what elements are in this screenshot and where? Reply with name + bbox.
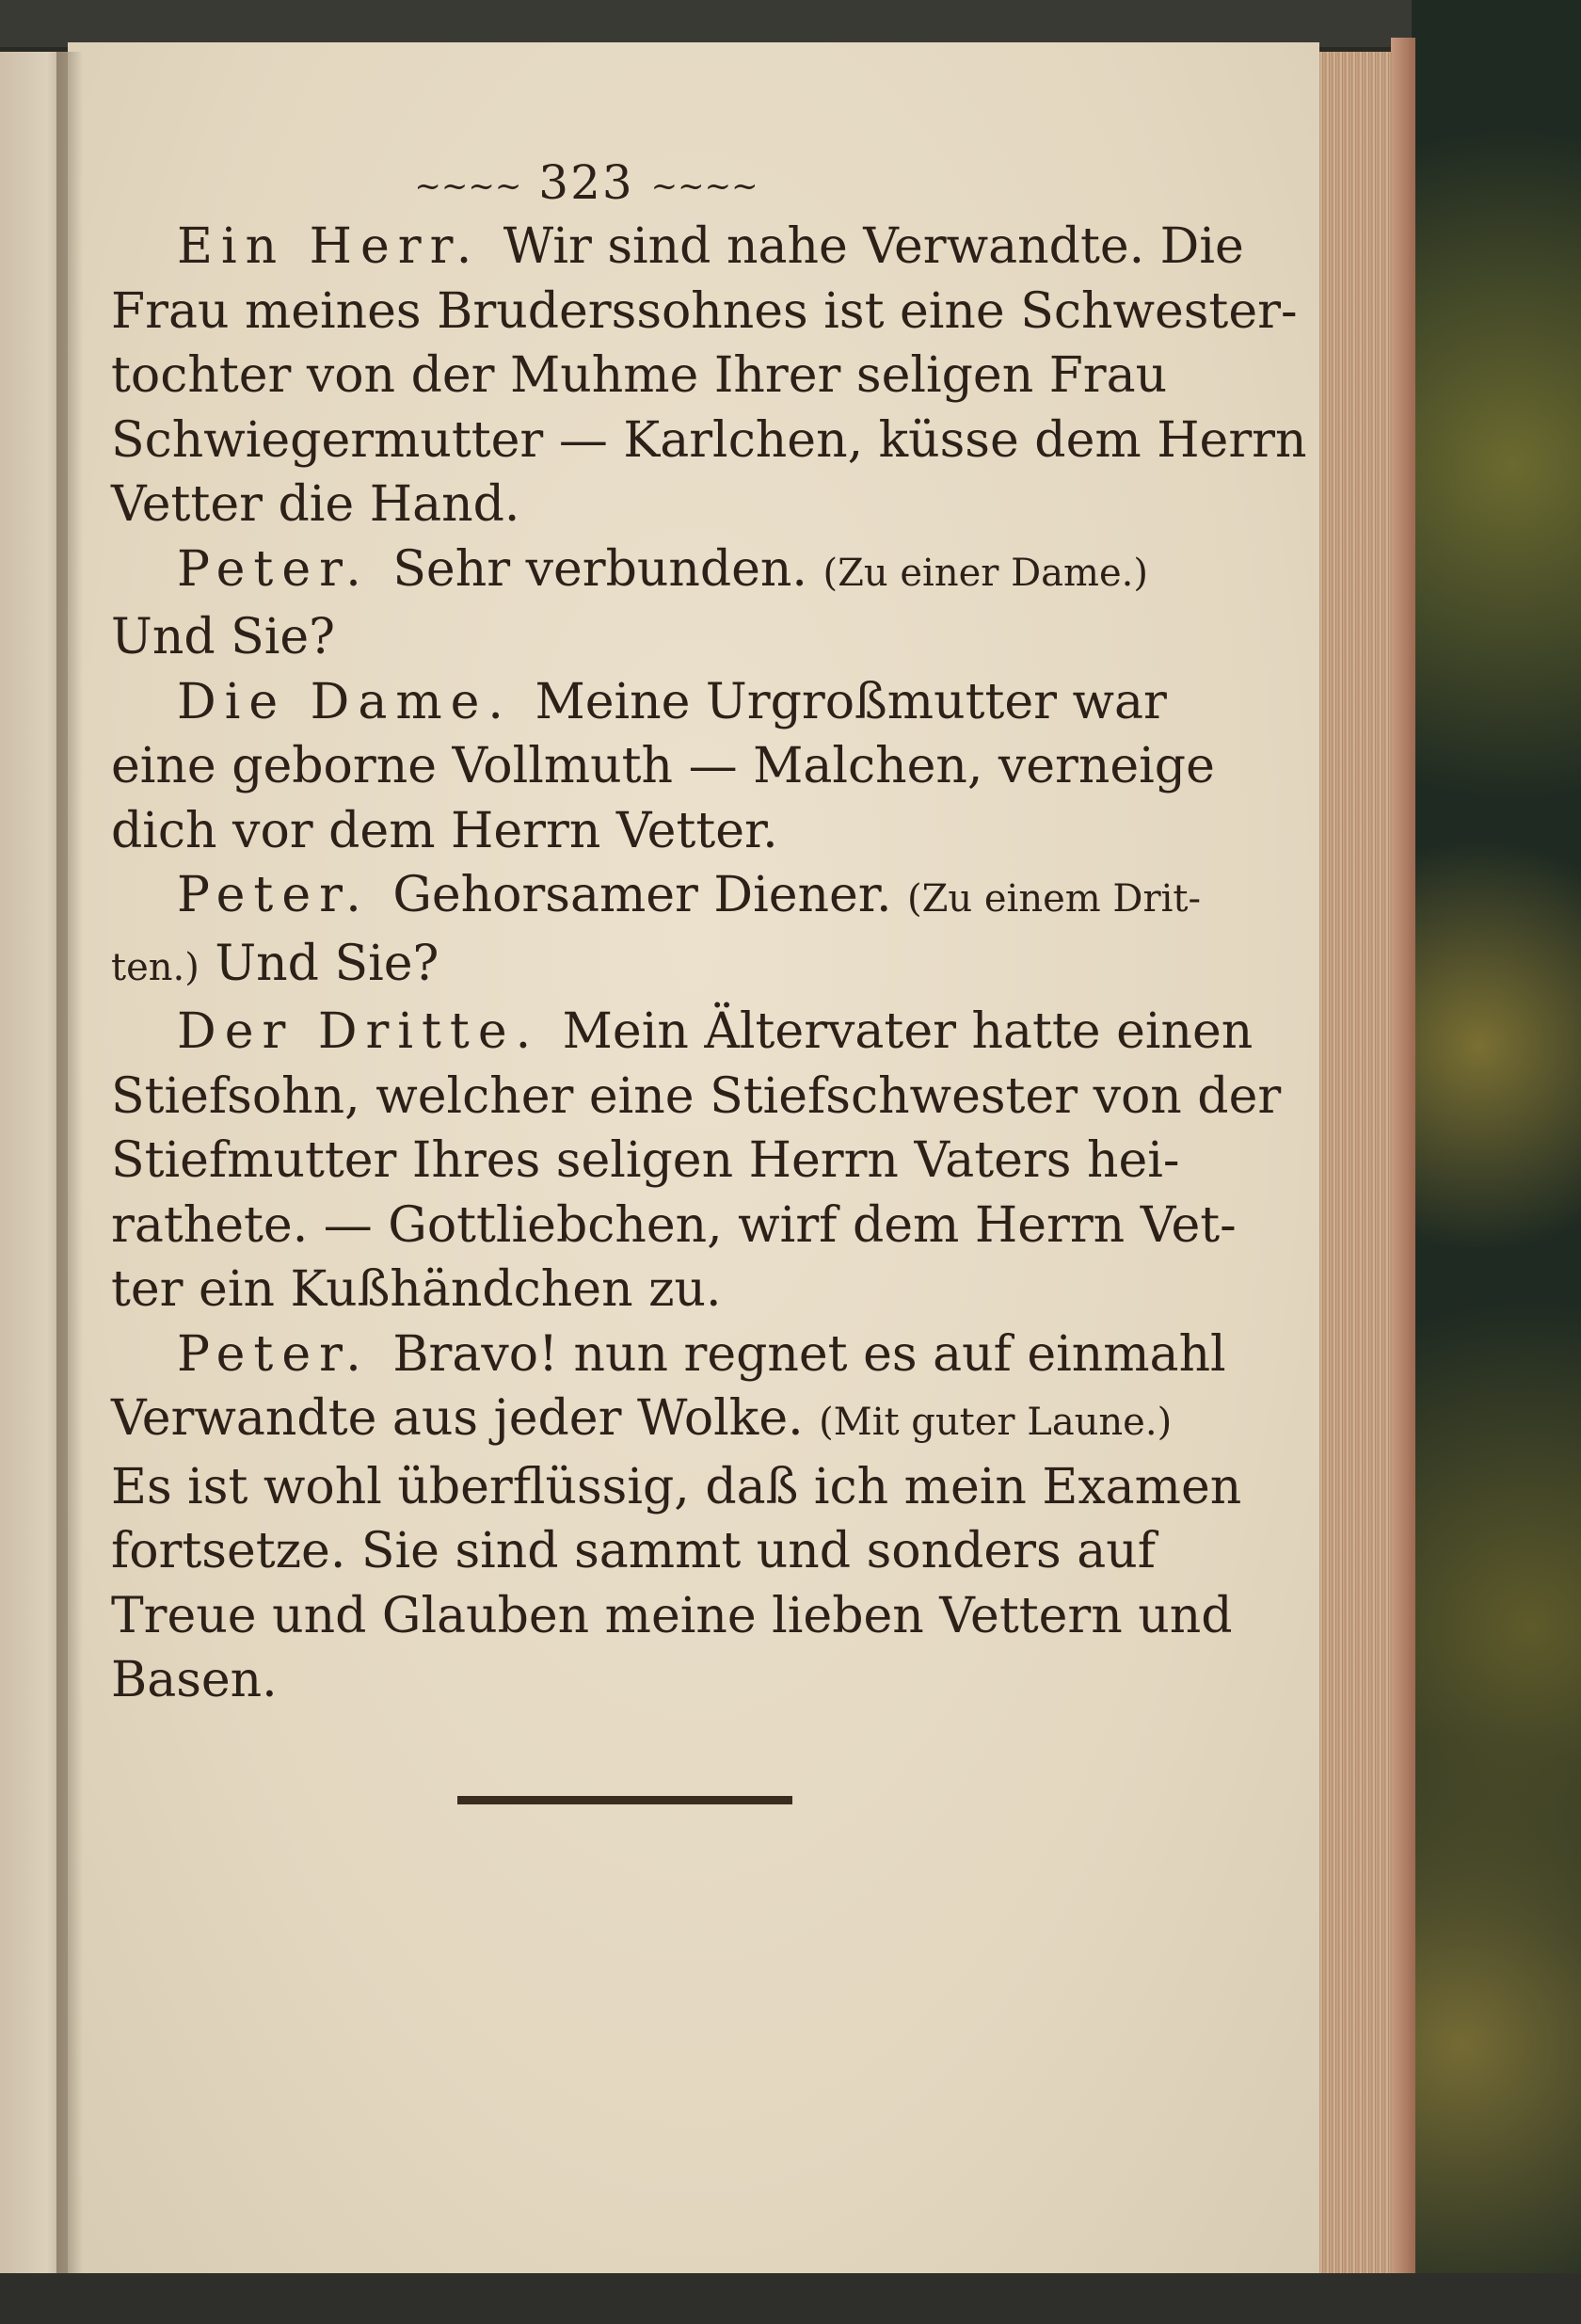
text-line: Peter. Bravo! nun regnet es auf einmahl — [177, 1325, 1226, 1383]
text-line: eine geborne Vollmuth — Malchen, verneige — [111, 738, 1215, 794]
stage-direction: (Zu einem Drit- — [907, 877, 1201, 921]
text-line: ter ein Kußhändchen zu. — [111, 1261, 722, 1318]
speaker: Die Dame. — [177, 673, 512, 730]
speaker: Peter. — [177, 540, 370, 598]
marbled-cover — [1412, 0, 1581, 2324]
gutter-shadow — [56, 52, 83, 2273]
page-edge-red — [1391, 38, 1415, 2278]
text-line: Peter. Sehr verbunden. (Zu einer Dame.) — [177, 540, 1148, 598]
text-line: Stiefmutter Ihres seligen Herrn Vaters hei- — [111, 1132, 1180, 1189]
text-line: tochter von der Muhme Ihrer seligen Frau — [111, 347, 1168, 404]
ornament-right: ~~~~ — [650, 167, 759, 205]
stage-direction: ten.) — [111, 945, 200, 989]
page-number: 323 — [538, 155, 634, 210]
text-line: Verwandte aus jeder Wolke. (Mit guter Laune.) — [111, 1390, 1173, 1447]
speaker: Ein Herr. — [177, 218, 481, 275]
speaker: Der Dritte. — [177, 1003, 540, 1060]
stage-direction: (Zu einer Dame.) — [822, 551, 1148, 595]
page-text — [111, 151, 1307, 1713]
text-line: rathete. — Gottliebchen, wirf dem Herrn Vet- — [111, 1196, 1237, 1254]
text-line: Vetter die Hand. — [111, 476, 520, 533]
page-header — [111, 151, 1099, 215]
closing-rule — [457, 1796, 792, 1804]
text-line: dich vor dem Herrn Vetter. — [111, 802, 778, 859]
text-line: Treue und Glauben meine lieben Vettern und — [111, 1587, 1233, 1644]
text-line: Der Dritte. Mein Ältervater hatte einen — [177, 1003, 1254, 1060]
text-line: fortsetze. Sie sind sammt und sonders auf — [111, 1523, 1156, 1579]
top-cover-board — [0, 0, 1581, 47]
speaker: Peter. — [177, 1325, 370, 1383]
stage-direction: (Mit guter Laune.) — [819, 1401, 1173, 1444]
text-line: Schwiegermutter — Karlchen, küsse dem Herrn — [111, 411, 1307, 469]
ornament-left: ~~~~ — [414, 167, 522, 205]
text-line: Peter. Gehorsamer Diener. (Zu einem Drit- — [177, 867, 1201, 923]
text-line: Stiefsohn, welcher eine Stiefschwester von der — [111, 1067, 1282, 1125]
text-line: Es ist wohl überflüssig, daß ich mein Examen — [111, 1458, 1242, 1515]
text-line: Frau meines Bruderssohnes ist eine Schwester- — [111, 282, 1298, 340]
speaker: Peter. — [177, 867, 370, 923]
text-line: Ein Herr. Wir sind nahe Verwandte. Die — [177, 218, 1244, 275]
text-line: Und Sie? — [111, 609, 336, 665]
bottom-cover-board — [0, 2273, 1581, 2324]
text-line: ten.) Und Sie? — [111, 935, 439, 992]
text-line: Die Dame. Meine Urgroßmutter war — [177, 673, 1167, 730]
text-line: Basen. — [111, 1652, 278, 1708]
